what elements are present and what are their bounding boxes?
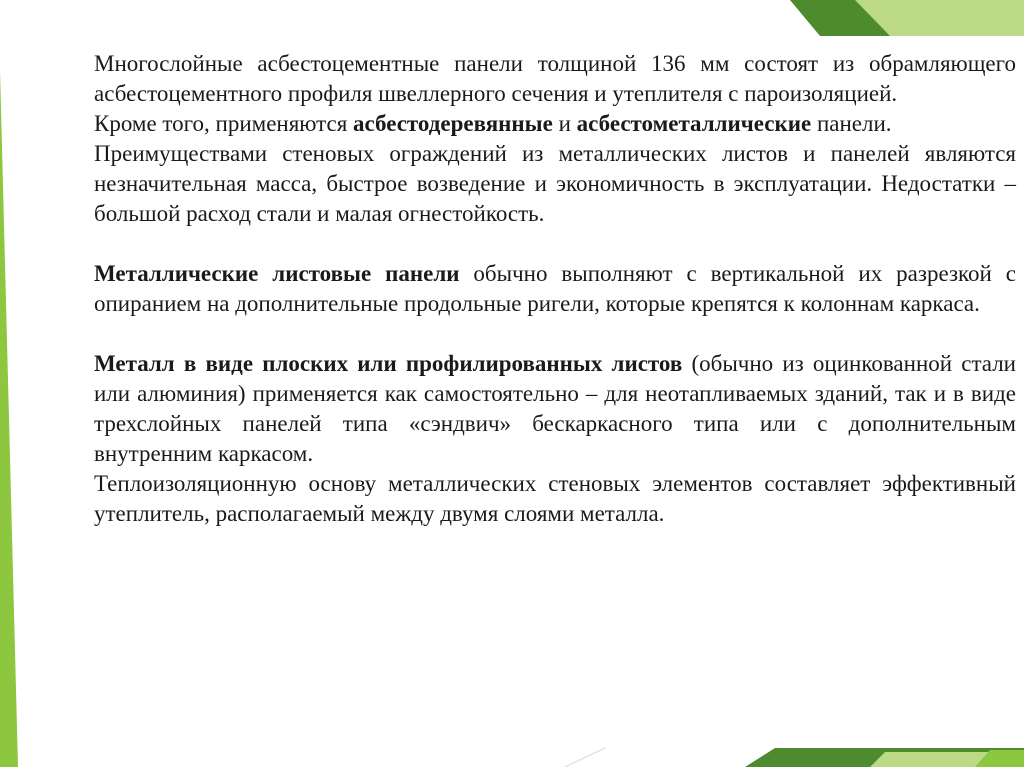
text-segment: обычно выполняют с вертикальной их разрезкой с опиранием на дополнительные продольные ригели, которые крепятся к колоннам каркаса.: [94, 261, 1016, 316]
text-segment: панели.: [811, 111, 892, 136]
bold-term-asbestos-wood: асбестодеревянные: [353, 111, 553, 136]
left-green-shape: [0, 70, 18, 767]
text-segment: (обычно из оцинкованной стали или алюминия) применяется как самостоятельно – для неотапливаемых зданий, так и в виде трехслойных панелей типа «сэндвич» бескаркасного типа или с дополнительным внутренним каркасом.: [94, 351, 1016, 466]
paragraph-asbestos-cement-panels: Многослойные асбестоцементные панели толщиной 136 мм состоят из обрамляющего асбестоцементного профиля швеллерного сечения и утеплителя с пароизоляцией.: [94, 51, 1016, 106]
bold-term-asbestos-metal: асбестометаллические: [576, 111, 812, 136]
top-right-dark-green-shape: [790, 0, 1024, 36]
text-segment: и: [552, 111, 577, 136]
bottom-right-bright-green-shape: [975, 750, 1024, 767]
bottom-right-dark-green-shape: [745, 748, 1024, 767]
paragraph-other-panels: [94, 109, 1016, 139]
decor-thin-line: [565, 748, 605, 767]
paragraph-spacer: [94, 229, 1016, 259]
paragraph-insulation-base: Теплоизоляционную основу металлических стеновых элементов составляет эффективный утеплитель, располагаемый между двумя слоями металла.: [94, 471, 1016, 526]
bold-term-metal-sheet-panels: Металлические листовые панели: [94, 261, 460, 286]
text-segment: Кроме того, применяются: [94, 111, 354, 136]
bold-term-metal-flat-sheets: Металл в виде плоских или профилированных листов: [94, 351, 683, 376]
top-right-light-green-shape: [855, 0, 1024, 36]
paragraph-metal-flat-sheets: [94, 349, 1016, 469]
bottom-right-light-green-shape: [870, 752, 1024, 767]
paragraph-metal-sheet-panels: [94, 259, 1016, 319]
slide-body: [94, 49, 1016, 529]
paragraph-advantages: Преимуществами стеновых ограждений из металлических листов и панелей являются незначительная масса, быстрое возведение и экономичность в эксплуатации. Недостатки – большой расход стали и малая огнестойкость.: [94, 141, 1016, 226]
paragraph-spacer: [94, 319, 1016, 349]
